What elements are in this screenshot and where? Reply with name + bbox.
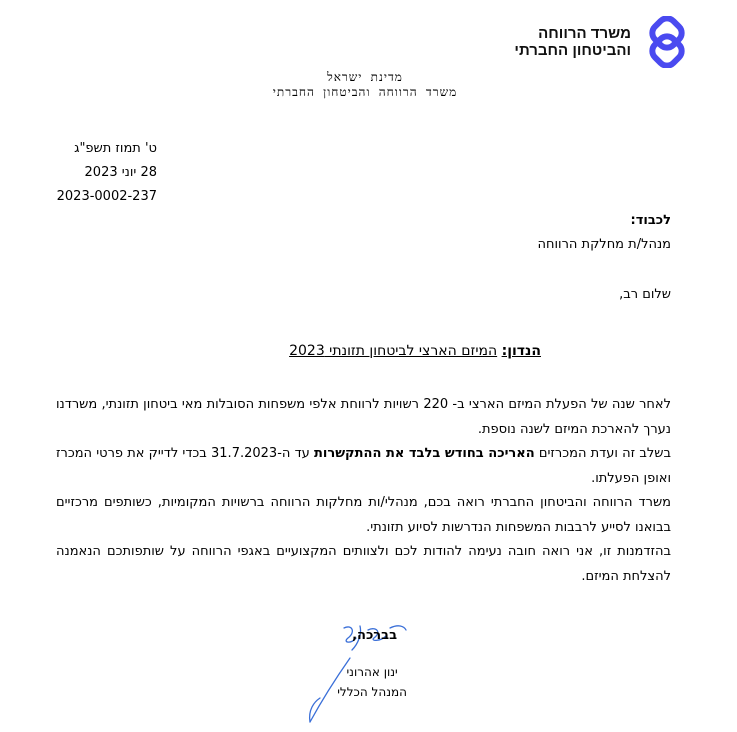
logo-line-2: והביטחון החברתי xyxy=(514,42,631,59)
ministry-logo-icon xyxy=(641,16,693,68)
subject-text: המיזם הארצי לביטחון תזונתי 2023 xyxy=(289,343,498,359)
signer-block xyxy=(337,662,407,702)
letter-meta xyxy=(57,137,157,209)
ministry-logo xyxy=(514,16,693,68)
body-p2-before: בשלב זה ועדת המכרזים xyxy=(534,446,671,461)
letter-body xyxy=(56,393,671,589)
logo-line-1: משרד הרווחה xyxy=(538,25,631,42)
closing: בברכה, xyxy=(352,628,397,643)
body-paragraph-3: משרד הרווחה והביטחון החברתי רואה בכם, מנהלי/ות מחלקות הרווחה ברשויות המקומיות, כשותפים מרכזיים בבואנו לסייע לרבבות המשפחות הנדרשות לסיוע תזונתי. xyxy=(56,495,671,535)
body-p2-bold: האריכה בחודש בלבד את ההתקשרות xyxy=(314,446,535,461)
body-p2-after: עד ה-31.7.2023 בכדי לדייק את פרטי המכרז ואופן הפעלתו. xyxy=(56,446,671,486)
gregorian-date: 28 יוני 2023 xyxy=(84,165,157,180)
body-paragraph-1: לאחר שנה של הפעלת המיזם הארצי ב- 220 רשויות לרווחת אלפי משפחות הסובלות מאי ביטחון תזונתי, משרדנו נערך להארכת המיזם לשנה נוספת. xyxy=(56,397,671,437)
subject-line xyxy=(289,343,541,359)
subject-label: הנדון: xyxy=(501,343,541,359)
body-paragraph-2 xyxy=(56,442,671,491)
signer-title: המנהל הכללי xyxy=(337,685,407,699)
logo-text xyxy=(514,25,631,59)
state-header-line-2: משרד הרווחה והביטחון החברתי xyxy=(272,85,458,99)
signer-name: ינון אהרוני xyxy=(346,665,398,679)
body-paragraph-4: בהזדמנות זו, אני רואה חובה נעימה להודות לכם ולצוותים המקצועיים באגפי הרווחה על שותפותכם הנאמנה להצלחת המיזם. xyxy=(56,544,671,584)
reference-number: 2023-0002-237 xyxy=(56,189,157,204)
state-header xyxy=(240,70,490,100)
recipient-label: לכבוד: xyxy=(630,213,671,228)
hebrew-date: ט' תמוז תשפ"ג xyxy=(74,141,157,156)
greeting: שלום רב, xyxy=(619,287,671,302)
recipient-block xyxy=(538,209,672,257)
recipient-name: מנהל/ת מחלקת הרווחה xyxy=(537,237,671,252)
state-header-line-1: מדינת ישראל xyxy=(327,70,403,84)
